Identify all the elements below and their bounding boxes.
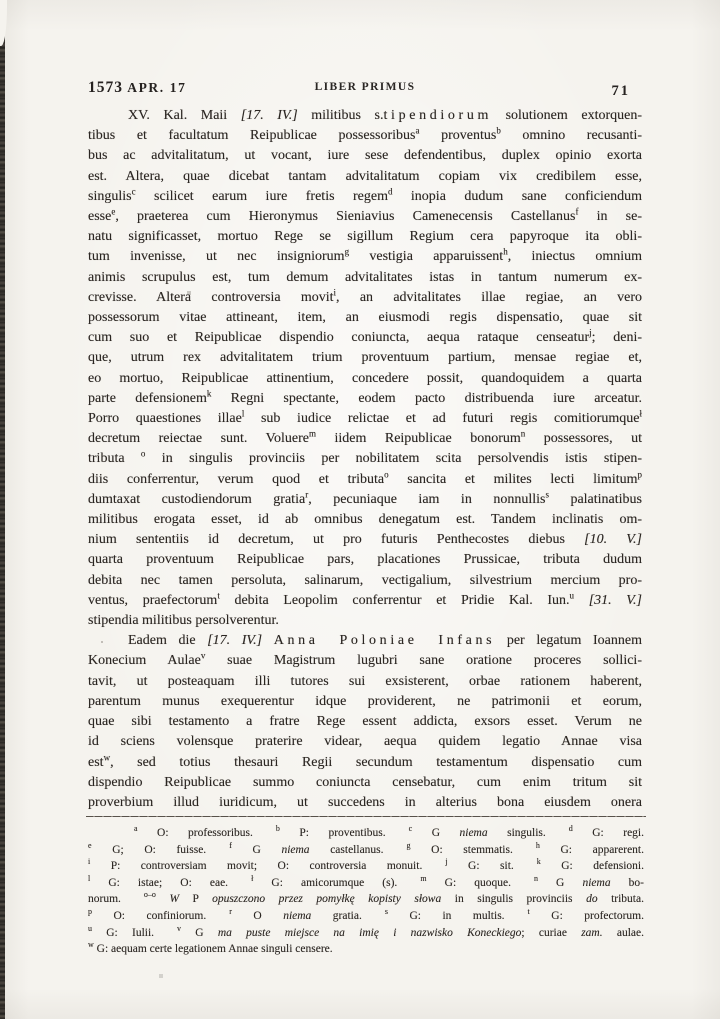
paragraph1-line-18: tributa $^o$ in singulis provinciis per nobilitatem scita persolvendis istis stipen- <box>88 448 642 467</box>
footnote-line-5: norum. $^{o-o}$ W P opuszczono przez pomyłkę kopisty słowa in singulis provinciis do tributa. <box>88 890 644 906</box>
paragraph2-line-5: quae sibi testamento a fratre Rege essent addicta, exsors esset. Verum ne <box>88 714 642 730</box>
paragraph1-line-21: militibus erogata esset, id ab omnibus denegatum est. Tandem inclinatis om- <box>88 512 642 528</box>
footnote-line-7: $^u$ G: Iulii. $^v$ G ma puste miejsce na imię i nazwisko Koneckiego; curiae zam. aulae. <box>88 923 644 939</box>
paragraph1-line-9: animis scrupulus est, tum demum advitalitates istas in tantum numerum ex- <box>88 269 642 285</box>
paragraph1-line-5: singulis$^c$ scilicet earum iure fretis regem$^d$ inopia dudum sane conficiendum <box>88 186 642 204</box>
margin-date-rest: APR. 17 <box>123 80 187 95</box>
paragraph2-line-8: dispendio Reipublicae summo coniuncta censebatur, cum enim tritum sit <box>88 774 642 790</box>
paragraph1-line-10: crevisse. Altera controversia movit$^i$, an advitalitates illae regiae, an vero <box>88 287 642 305</box>
page-number: 71 <box>611 83 630 99</box>
paragraph1-line-15: parte defensionem$^k$ Regni spectante, eodem pacto distribuenda iure arceatur. <box>88 388 643 406</box>
paragraph2-line-1: Eadem die [17. IV.] Anna Poloniae Infans per legatum Ioannem <box>128 633 642 649</box>
paragraph1-line-8: tum invenisse, ut nec insigniorum$^g$ vestigia apparuissent$^h$, iniectus omnium <box>88 246 642 265</box>
footnote-line-8: $^w$ G: aequam certe legationem Annae singuli censere. <box>88 940 333 956</box>
paragraph-2 <box>88 631 642 813</box>
paragraph1-line-13: que, utrum rex advitalitatem trium proventuum partium, mensae regiae et, <box>88 350 642 366</box>
running-title: LIBER PRIMUS <box>314 81 416 93</box>
paragraph1-line-26: stipendia militibus persolverentur. <box>88 613 279 629</box>
paragraph1-line-1: XV. Kal. Maii [17. IV.] militibus s.tipendiorum solutionem extorquen- <box>128 108 642 123</box>
paragraph1-line-12: cum suo et Reipublicae dispendio coniuncta, aequa rataque censeatur$^j$; deni- <box>88 327 643 346</box>
paragraph1-line-7: natu significasset, mortuo Rege se sigillum Regium cera papyroque ita obli- <box>88 229 642 245</box>
paragraph2-line-9: proverbium illud iuridicum, ut succedens in alterius bona eiusdem onera <box>88 794 642 810</box>
paragraph2-line-6: id sciens volensque praterire videar, aequa quidem legatio Annae visa <box>88 734 642 750</box>
paragraph1-line-23: quarta proventuum Reipublicae pars, placationes Prussicae, tributa dudum <box>88 552 642 568</box>
paragraph2-line-3: tavit, ut posteaquam illi tutores sui exsisterent, orbae rationem haberent, <box>88 673 642 689</box>
footnote-separator-rule <box>86 816 646 817</box>
margin-date-year: 1573 <box>88 79 123 96</box>
paragraph2-line-2: Konecium Aulae$^v$ suae Magistrum lugubri sane oratione proceres sollici- <box>88 650 642 669</box>
scan-dust-specks <box>0 0 2 2</box>
paragraph1-line-14: eo mortuo, Reipublicae attinentium, concedere possit, quandoquidem a quarta <box>88 370 642 386</box>
footnote-line-1: $^a$ O: professoribus. $^b$ P: proventibus. $^c$ G niema singulis. $^d$ G: regi. <box>134 824 644 839</box>
paragraph1-line-3: bus ac advitalitatum, ut vocant, iure sese defendentibus, duplex opinio exorta <box>88 148 642 164</box>
paragraph1-line-6: esse$^e$, praeterea cum Hieronymus Sieniavius Camenecensis Castellanus$^f$ in se- <box>88 206 642 225</box>
paragraph-1 <box>88 106 642 631</box>
scan-spine-edge-artifact <box>0 0 5 1019</box>
paragraph1-line-16: Porro quaestiones illae$^l$ sub iudice relictae et ad futuri regis comitiorumque$^ł$ <box>88 408 642 427</box>
paragraph2-line-7: est$^w$, sed totius thesauri Regii secundum testamentum dispensatio cum <box>88 751 642 770</box>
paragraph1-line-11: possessorum vitae attineant, item, an eiusmodi regis dispensatio, quae sit <box>88 310 642 326</box>
footnote-line-4: $^l$ G: istae; O: eae. $^ł$ G: amicorumque (s). $^m$ G: quoque. $^n$ G niema bo- <box>88 873 644 889</box>
paragraph2-line-4: parentum munus exequerentur idque providerent, ne patrimonii et eorum, <box>88 693 642 709</box>
paragraph1-line-2: tibus et facultatum Reipublicae possessoribus$^a$ proventus$^b$ omnino recusanti- <box>88 125 642 144</box>
main-text-block <box>88 106 642 813</box>
paragraph1-line-24: debita nec tamen persoluta, salinarum, vectigalium, silvestrium mercium pro- <box>88 572 642 588</box>
paragraph1-line-20: dumtaxat custodiendorum gratia$^r$, pecuniaque iam in nonnullis$^s$ palatinatibus <box>88 489 642 507</box>
paragraph1-line-19: diis conferrentur, verum quod et tributa$^o$ sancita et milites lecti limitum$^p$ <box>88 469 642 487</box>
page-header <box>88 79 642 101</box>
scan-edge-top-fade <box>0 0 7 46</box>
footnotes-block <box>88 825 644 958</box>
paragraph1-line-22: nium sententiis id decretum, ut pro futuris Penthecostes diebus [10. V.] <box>88 532 642 548</box>
footnote-line-2: $^e$ G; O: fuisse. $^f$ G niema castellanus. $^g$ O: stemmatis. $^h$ G: apparerent. <box>88 840 644 856</box>
paragraph1-line-25: ventus, praefectorum$^t$ debita Leopolim conferrentur et Pridie Kal. Iun.$^u$ [31. V.] <box>88 590 642 608</box>
paragraph1-line-17: decretum reiectae sunt. Voluere$^m$ iidem Reipublicae bonorum$^n$ possessores, ut <box>88 428 642 447</box>
paragraph1-line-4: est. Altera, quae dicebat tantam advitalitatum copiam vix credibilem esse, <box>88 168 642 184</box>
footnote-line-6: $^p$ O: confiniorum. $^r$ O niema gratia. $^s$ G: in multis. $^t$ G: profectorum. <box>88 907 644 922</box>
footnote-line-3: $^i$ P: controversiam movit; O: controversia monuit. $^j$ G: sit. $^k$ G: defensioni. <box>88 857 645 873</box>
